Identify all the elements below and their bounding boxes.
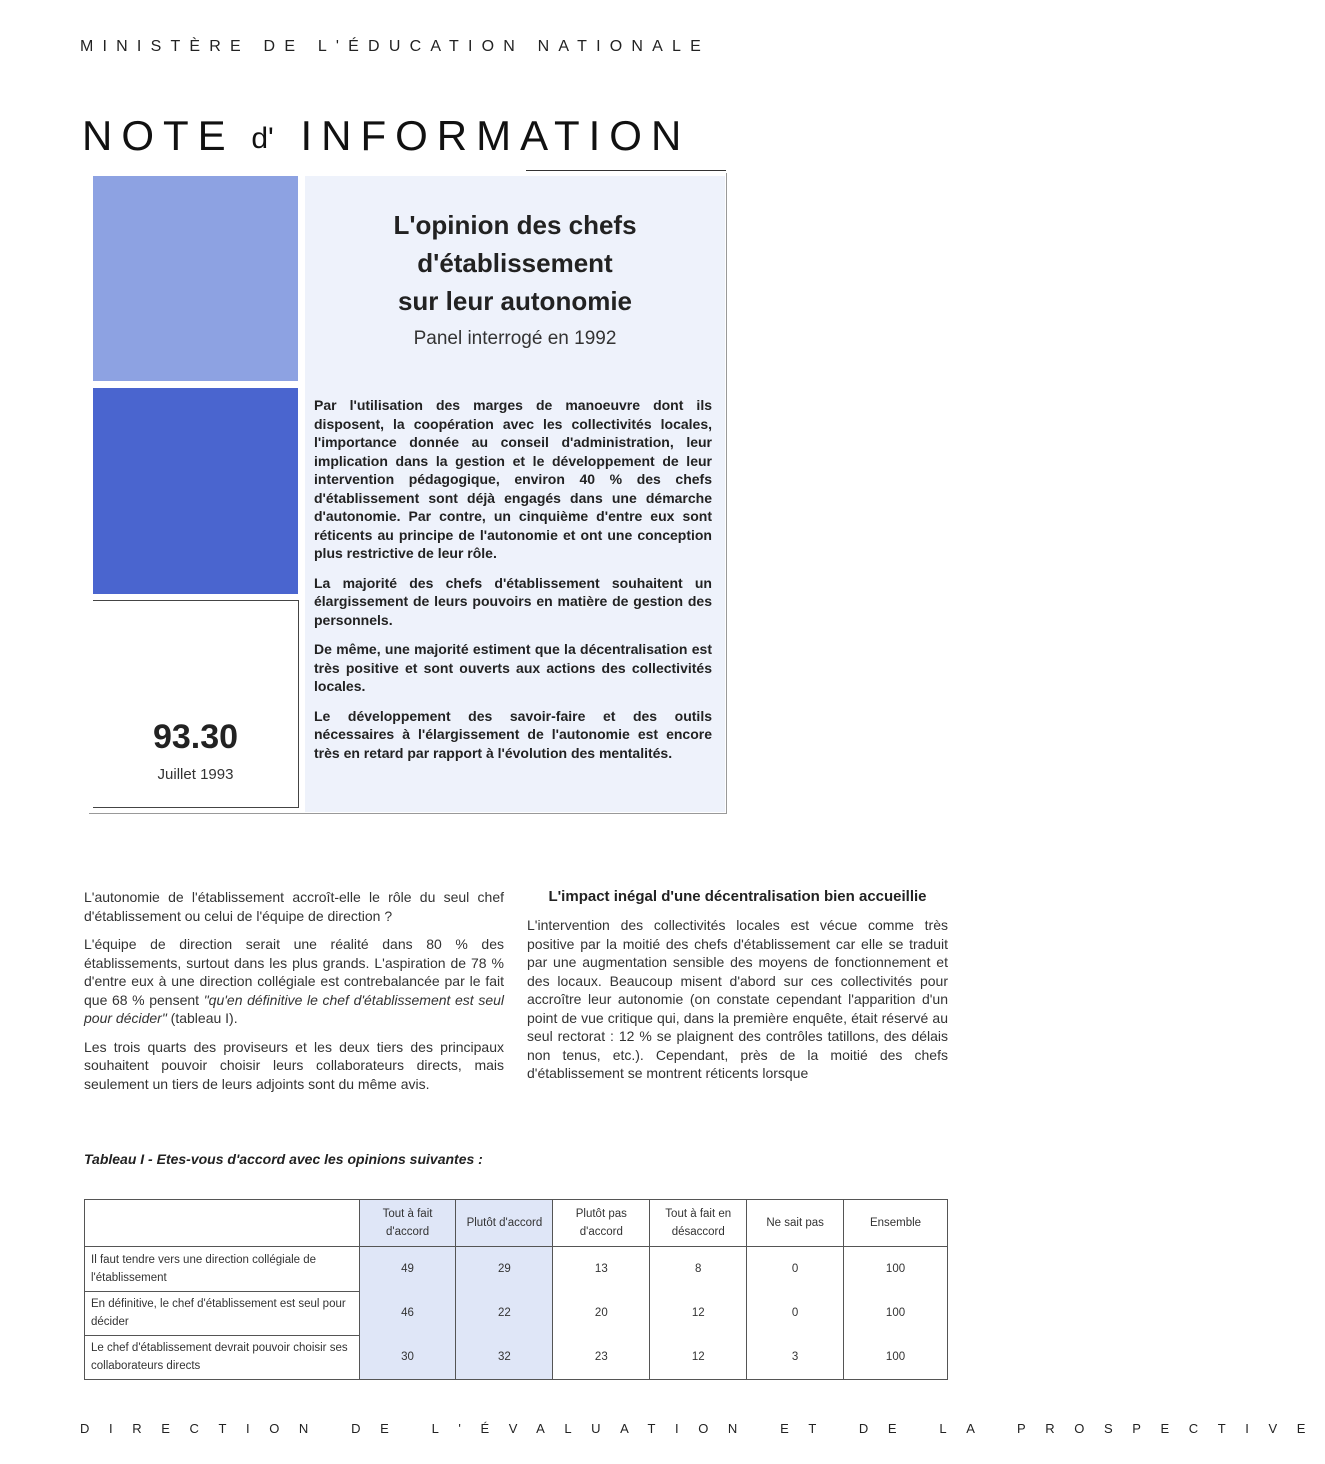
table-row-label: En définitive, le chef d'établissement est seul pour décider <box>85 1291 360 1335</box>
cover-title-line: d'établissement <box>417 248 613 278</box>
table-cell: 20 <box>553 1291 650 1335</box>
table-row <box>85 1335 948 1380</box>
table-row <box>85 1247 948 1292</box>
table-header-cell: Ne sait pas <box>747 1200 844 1247</box>
body-paragraph: Les trois quarts des proviseurs et les deux tiers des principaux souhaitent pouvoir choisir leurs collaborateurs directs, mais seulement un tiers de leurs adjoints sont du même avis. <box>84 1038 504 1092</box>
table-header-cell: Tout à fait d'accord <box>359 1200 456 1247</box>
table-caption: Tableau I - Etes-vous d'accord avec les opinions suivantes : <box>84 1151 483 1167</box>
document-title <box>82 112 690 160</box>
table-cell: 29 <box>456 1247 553 1292</box>
table-header-cell <box>85 1200 360 1247</box>
title-note: NOTE <box>82 112 235 159</box>
table-cell: 8 <box>650 1247 747 1292</box>
table-cell: 100 <box>844 1247 948 1292</box>
table-header-cell: Tout à fait en désaccord <box>650 1200 747 1247</box>
table-cell: 13 <box>553 1247 650 1292</box>
body-right-column <box>527 888 948 1083</box>
table-cell: 3 <box>747 1335 844 1380</box>
summary-paragraph: La majorité des chefs d'établissement souhaitent un élargissement de leurs pouvoirs en matière de gestion des personnels. <box>314 574 712 628</box>
table-header-cell: Plutôt d'accord <box>456 1200 553 1247</box>
table-header-row <box>85 1200 948 1247</box>
table-cell: 0 <box>747 1247 844 1292</box>
cover-title <box>305 206 725 320</box>
issue-box <box>93 600 299 808</box>
summary <box>314 396 712 773</box>
table-header-cell: Ensemble <box>844 1200 948 1247</box>
table-cell: 30 <box>359 1335 456 1380</box>
issue-date: Juillet 1993 <box>157 766 234 783</box>
cover-title-line: sur leur autonomie <box>397 286 633 316</box>
footer-directorate: DIRECTION DE L'ÉVALUATION ET DE LA PROSPECTIVE <box>80 1421 1325 1436</box>
table-cell: 49 <box>359 1247 456 1292</box>
body-text: L'équipe de direction serait une réalité dans 80 % des établissements, surtout dans les plus grands. L'aspiration de 78 % d'entre eux à une direction collégiale est contrebalancée par le fait que 68 % pensent <box>84 936 504 1008</box>
cover-subtitle: Panel interrogé en 1992 <box>413 328 617 349</box>
blue-block-middle <box>93 388 298 594</box>
table-header-cell: Plutôt pas d'accord <box>553 1200 650 1247</box>
summary-paragraph: Le développement des savoir-faire et des outils nécessaires à l'élargissement de l'autonomie est encore très en retard par rapport à l'évolution des mentalités. <box>314 707 712 761</box>
summary-paragraph: Par l'utilisation des marges de manoeuvre dont ils disposent, la coopération avec les collectivités locales, l'importance donnée au conseil d'administration, leur implication dans la gestion et le développement de leur intervention pédagogique, environ 40 % des chefs d'établissement sont déjà engagés dans une démarche d'autonomie. Par contre, un cinquième d'entre eux sont réticents au principe de l'autonomie et ont une conception plus restrictive de leur rôle. <box>314 397 712 561</box>
table-cell: 46 <box>359 1291 456 1335</box>
title-rule <box>526 170 726 171</box>
table-row-label: Il faut tendre vers une direction collégiale de l'établissement <box>85 1247 360 1292</box>
table-cell: 12 <box>650 1291 747 1335</box>
issue-number: 93.30 <box>152 718 239 756</box>
table-row <box>85 1291 948 1335</box>
section-heading: L'impact inégal d'une décentralisation bien accueillie <box>548 888 927 905</box>
table-row-label: Le chef d'établissement devrait pouvoir choisir ses collaborateurs directs <box>85 1335 360 1380</box>
body-left-column <box>84 888 504 1103</box>
table-cell: 32 <box>456 1335 553 1380</box>
opinion-table <box>84 1199 948 1380</box>
title-d: d' <box>251 122 274 155</box>
table-cell: 22 <box>456 1291 553 1335</box>
body-quote: "qu'en définitive le chef d'établissement est seul pour décider" <box>84 991 505 1026</box>
body-paragraph: L'autonomie de l'établissement accroît-elle le rôle du seul chef d'établissement ou celui de l'équipe de direction ? <box>84 889 504 924</box>
table-cell: 23 <box>553 1335 650 1380</box>
table-cell: 100 <box>844 1335 948 1380</box>
table-cell: 12 <box>650 1335 747 1380</box>
ministry-header: MINISTÈRE DE L'ÉDUCATION NATIONALE <box>80 38 710 55</box>
summary-paragraph: De même, une majorité estiment que la décentralisation est très positive et sont ouverts aux actions des collectivités locales. <box>314 641 712 694</box>
title-information: INFORMATION <box>300 112 691 159</box>
body-text: (tableau I). <box>166 1010 238 1026</box>
table-cell: 100 <box>844 1291 948 1335</box>
body-paragraph <box>84 935 504 1028</box>
table-cell: 0 <box>747 1291 844 1335</box>
cover-title-line: L'opinion des chefs <box>393 210 637 240</box>
body-paragraph: L'intervention des collectivités locales est vécue comme très positive par la moitié des chefs d'établissement car elle se traduit par une augmentation sensible des moyens de fonctionnement et des locaux. Beaucoup misent d'abord sur ces collectivités pour accroître leur autonomie (on constate cependant l'apparition d'un point de vue critique qui, dans la première enquête, était réservé au seul rectorat : 12 % se plaignent des contrôles tatillons, des délais non tenus, etc.). Cependant, près de la moitié des chefs d'établissement se montrent réticents lorsque <box>527 917 948 1081</box>
blue-block-top <box>93 176 298 381</box>
